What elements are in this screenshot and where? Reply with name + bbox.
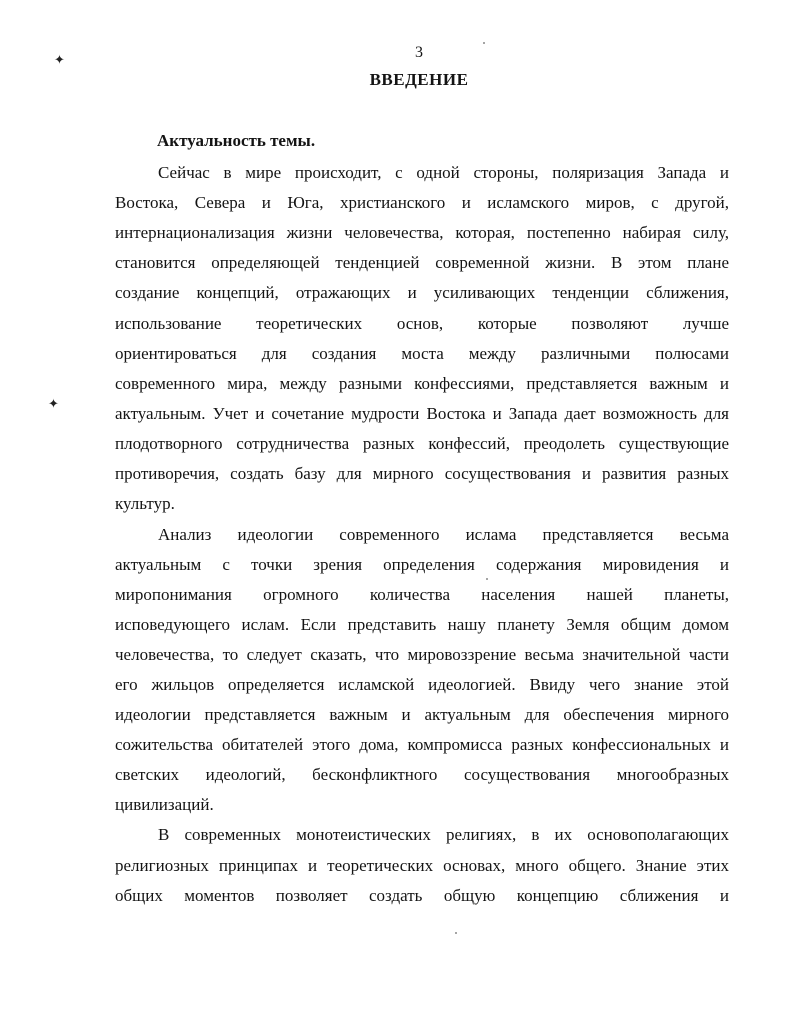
text-line: создание концепций, отражающих и усиливающих тенденции сближения, [115, 283, 729, 302]
text-line: миропонимания огромного количества населения нашей планеты, [115, 585, 729, 604]
text-line: человечества, то следует сказать, что мировоззрение весьма значительной части [115, 645, 729, 664]
text-line: Востока, Севера и Юга, христианского и исламского миров, с другой, [115, 193, 729, 212]
scan-mark-icon: ✦ [54, 52, 65, 67]
text-line: Сейчас в мире происходит, с одной стороны, поляризация Запада и [158, 163, 729, 182]
scan-speck [486, 578, 488, 580]
text-line: использование теоретических основ, которые позволяют лучше [115, 314, 729, 333]
text-line: плодотворного сотрудничества разных конфессий, преодолеть существующие [115, 434, 729, 453]
scan-speck [455, 932, 457, 934]
text-line: культур. [115, 494, 175, 513]
text-line: актуальным с точки зрения определения содержания мировидения и [115, 555, 729, 574]
text-line: противоречия, создать базу для мирного сосуществования и развития разных [115, 464, 729, 483]
section-heading: Актуальность темы. [157, 131, 316, 150]
text-line: идеологии представляется важным и актуальным для обеспечения мирного [115, 705, 729, 724]
text-line: общих моментов позволяет создать общую концепцию сближения и [115, 886, 729, 905]
text-line: сожительства обитателей этого дома, компромисса разных конфессиональных и [115, 735, 729, 754]
page-number: 3 [415, 44, 423, 61]
scan-speck [483, 42, 485, 44]
text-line: современного мира, между разными конфессиями, представляется важным и [115, 374, 729, 393]
text-line: его жильцов определяется исламской идеологией. Ввиду чего знание этой [115, 675, 729, 694]
page-title: ВВЕДЕНИЕ [369, 70, 469, 89]
text-line: исповедующего ислам. Если представить нашу планету Земля общим домом [115, 615, 729, 634]
text-line: религиозных принципах и теоретических основах, много общего. Знание этих [115, 856, 729, 875]
text-line: актуальным. Учет и сочетание мудрости Востока и Запада дает возможность для [115, 404, 729, 423]
text-line: становится определяющей тенденцией современной жизни. В этом плане [115, 253, 729, 272]
text-line: Анализ идеологии современного ислама представляется весьма [158, 525, 729, 544]
scan-mark-icon: ✦ [48, 396, 59, 411]
text-line: ориентироваться для создания моста между различными полюсами [115, 344, 729, 363]
text-line: интернационализация жизни человечества, которая, постепенно набирая силу, [115, 223, 729, 242]
text-line: В современных монотеистических религиях, в их основополагающих [158, 825, 729, 844]
text-line: цивилизаций. [115, 795, 214, 814]
text-line: светских идеологий, бесконфликтного сосуществования многообразных [115, 765, 729, 784]
